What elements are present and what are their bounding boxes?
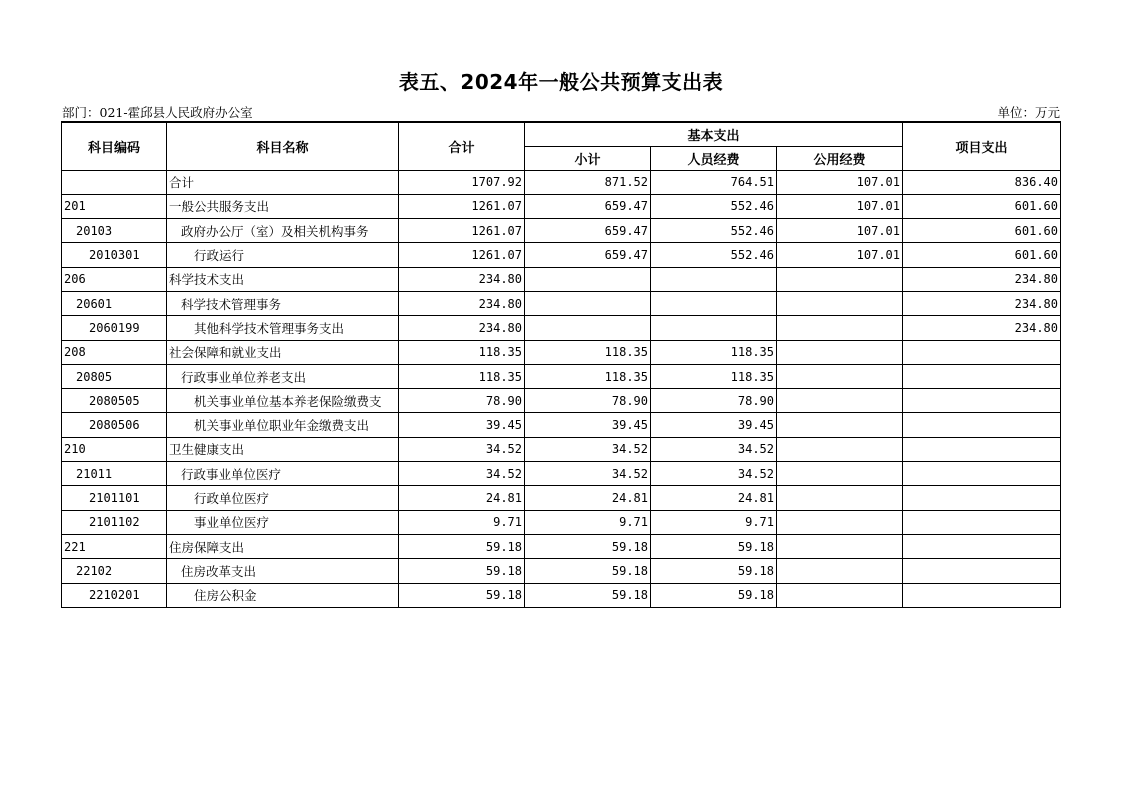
cell-public bbox=[777, 316, 903, 340]
cell-subtotal: 59.18 bbox=[525, 534, 651, 558]
cell-total: 1261.07 bbox=[399, 194, 525, 218]
cell-public bbox=[777, 583, 903, 607]
cell-total: 234.80 bbox=[399, 316, 525, 340]
cell-personnel: 34.52 bbox=[651, 462, 777, 486]
cell-public bbox=[777, 389, 903, 413]
cell-total: 1261.07 bbox=[399, 243, 525, 267]
cell-public bbox=[777, 291, 903, 315]
cell-total: 118.35 bbox=[399, 364, 525, 388]
cell-subtotal: 118.35 bbox=[525, 340, 651, 364]
cell-code: 20601 bbox=[62, 291, 167, 315]
cell-project: 601.60 bbox=[903, 243, 1061, 267]
table-row bbox=[62, 340, 1061, 364]
cell-project bbox=[903, 486, 1061, 510]
header-total: 合计 bbox=[399, 122, 525, 170]
cell-code: 210 bbox=[62, 437, 167, 461]
cell-subtotal bbox=[525, 267, 651, 291]
department-label: 部门：021-霍邱县人民政府办公室 bbox=[62, 105, 253, 120]
cell-name: 一般公共服务支出 bbox=[167, 194, 399, 218]
cell-personnel: 9.71 bbox=[651, 510, 777, 534]
cell-name: 行政单位医疗 bbox=[167, 486, 399, 510]
table-row bbox=[62, 559, 1061, 583]
cell-name: 其他科学技术管理事务支出 bbox=[167, 316, 399, 340]
cell-public: 107.01 bbox=[777, 194, 903, 218]
header-public: 公用经费 bbox=[777, 146, 903, 170]
cell-subtotal: 659.47 bbox=[525, 194, 651, 218]
cell-project bbox=[903, 364, 1061, 388]
cell-project bbox=[903, 583, 1061, 607]
cell-name: 科学技术管理事务 bbox=[167, 291, 399, 315]
table-row bbox=[62, 364, 1061, 388]
cell-code bbox=[62, 170, 167, 194]
cell-personnel bbox=[651, 316, 777, 340]
cell-public bbox=[777, 364, 903, 388]
cell-personnel: 552.46 bbox=[651, 243, 777, 267]
cell-code: 206 bbox=[62, 267, 167, 291]
cell-total: 1707.92 bbox=[399, 170, 525, 194]
table-row bbox=[62, 462, 1061, 486]
table-row bbox=[62, 316, 1061, 340]
cell-project: 836.40 bbox=[903, 170, 1061, 194]
cell-subtotal: 871.52 bbox=[525, 170, 651, 194]
cell-subtotal: 659.47 bbox=[525, 219, 651, 243]
cell-project bbox=[903, 340, 1061, 364]
cell-name: 科学技术支出 bbox=[167, 267, 399, 291]
cell-personnel: 118.35 bbox=[651, 364, 777, 388]
cell-total: 1261.07 bbox=[399, 219, 525, 243]
header-subtotal: 小计 bbox=[525, 146, 651, 170]
cell-subtotal bbox=[525, 291, 651, 315]
cell-personnel: 39.45 bbox=[651, 413, 777, 437]
cell-code: 201 bbox=[62, 194, 167, 218]
cell-subtotal: 34.52 bbox=[525, 462, 651, 486]
table-row bbox=[62, 510, 1061, 534]
cell-project bbox=[903, 462, 1061, 486]
table-body bbox=[62, 170, 1061, 607]
table-row bbox=[62, 267, 1061, 291]
cell-public bbox=[777, 534, 903, 558]
cell-subtotal: 659.47 bbox=[525, 243, 651, 267]
cell-code: 208 bbox=[62, 340, 167, 364]
cell-code: 221 bbox=[62, 534, 167, 558]
cell-total: 59.18 bbox=[399, 534, 525, 558]
cell-project: 234.80 bbox=[903, 316, 1061, 340]
cell-project bbox=[903, 559, 1061, 583]
cell-personnel: 34.52 bbox=[651, 437, 777, 461]
cell-code: 2080505 bbox=[62, 389, 167, 413]
cell-project bbox=[903, 437, 1061, 461]
cell-personnel: 59.18 bbox=[651, 559, 777, 583]
cell-project: 234.80 bbox=[903, 291, 1061, 315]
cell-code: 2080506 bbox=[62, 413, 167, 437]
cell-code: 20805 bbox=[62, 364, 167, 388]
cell-public: 107.01 bbox=[777, 170, 903, 194]
cell-total: 9.71 bbox=[399, 510, 525, 534]
cell-name: 合计 bbox=[167, 170, 399, 194]
cell-subtotal bbox=[525, 316, 651, 340]
cell-total: 234.80 bbox=[399, 291, 525, 315]
cell-total: 59.18 bbox=[399, 559, 525, 583]
table-row bbox=[62, 534, 1061, 558]
table-row bbox=[62, 389, 1061, 413]
cell-public: 107.01 bbox=[777, 243, 903, 267]
cell-subtotal: 59.18 bbox=[525, 583, 651, 607]
cell-project bbox=[903, 510, 1061, 534]
budget-table bbox=[61, 121, 1061, 608]
table-row bbox=[62, 243, 1061, 267]
cell-public bbox=[777, 462, 903, 486]
cell-project: 601.60 bbox=[903, 194, 1061, 218]
cell-name: 卫生健康支出 bbox=[167, 437, 399, 461]
cell-total: 59.18 bbox=[399, 583, 525, 607]
cell-project bbox=[903, 389, 1061, 413]
cell-personnel: 764.51 bbox=[651, 170, 777, 194]
table-row bbox=[62, 219, 1061, 243]
cell-project: 601.60 bbox=[903, 219, 1061, 243]
cell-public bbox=[777, 486, 903, 510]
cell-personnel bbox=[651, 267, 777, 291]
cell-project bbox=[903, 413, 1061, 437]
cell-name: 社会保障和就业支出 bbox=[167, 340, 399, 364]
cell-project bbox=[903, 534, 1061, 558]
cell-subtotal: 59.18 bbox=[525, 559, 651, 583]
cell-name: 行政事业单位医疗 bbox=[167, 462, 399, 486]
cell-personnel: 24.81 bbox=[651, 486, 777, 510]
cell-public bbox=[777, 437, 903, 461]
cell-personnel: 118.35 bbox=[651, 340, 777, 364]
cell-public bbox=[777, 559, 903, 583]
cell-personnel: 59.18 bbox=[651, 534, 777, 558]
cell-name: 行政事业单位养老支出 bbox=[167, 364, 399, 388]
cell-subtotal: 24.81 bbox=[525, 486, 651, 510]
header-name: 科目名称 bbox=[167, 122, 399, 170]
cell-subtotal: 78.90 bbox=[525, 389, 651, 413]
header-code: 科目编码 bbox=[62, 122, 167, 170]
cell-total: 39.45 bbox=[399, 413, 525, 437]
cell-total: 34.52 bbox=[399, 437, 525, 461]
cell-total: 118.35 bbox=[399, 340, 525, 364]
header-basic: 基本支出 bbox=[525, 122, 903, 146]
cell-subtotal: 39.45 bbox=[525, 413, 651, 437]
cell-name: 住房改革支出 bbox=[167, 559, 399, 583]
cell-personnel: 552.46 bbox=[651, 219, 777, 243]
cell-public bbox=[777, 510, 903, 534]
table-row bbox=[62, 291, 1061, 315]
cell-name: 机关事业单位职业年金缴费支出 bbox=[167, 413, 399, 437]
header-personnel: 人员经费 bbox=[651, 146, 777, 170]
cell-public: 107.01 bbox=[777, 219, 903, 243]
cell-total: 34.52 bbox=[399, 462, 525, 486]
cell-code: 20103 bbox=[62, 219, 167, 243]
cell-name: 机关事业单位基本养老保险缴费支 bbox=[167, 389, 399, 413]
cell-code: 22102 bbox=[62, 559, 167, 583]
cell-subtotal: 34.52 bbox=[525, 437, 651, 461]
table-row bbox=[62, 437, 1061, 461]
table-row bbox=[62, 194, 1061, 218]
cell-personnel: 78.90 bbox=[651, 389, 777, 413]
table-row bbox=[62, 413, 1061, 437]
cell-public bbox=[777, 340, 903, 364]
cell-personnel bbox=[651, 291, 777, 315]
cell-name: 住房保障支出 bbox=[167, 534, 399, 558]
table-header bbox=[62, 122, 1061, 170]
cell-personnel: 552.46 bbox=[651, 194, 777, 218]
cell-code: 2101101 bbox=[62, 486, 167, 510]
cell-personnel: 59.18 bbox=[651, 583, 777, 607]
cell-name: 住房公积金 bbox=[167, 583, 399, 607]
cell-code: 2210201 bbox=[62, 583, 167, 607]
cell-public bbox=[777, 413, 903, 437]
page-title: 表五、2024年一般公共预算支出表 bbox=[398, 70, 724, 94]
table-row bbox=[62, 486, 1061, 510]
cell-total: 234.80 bbox=[399, 267, 525, 291]
cell-name: 行政运行 bbox=[167, 243, 399, 267]
cell-code: 2060199 bbox=[62, 316, 167, 340]
cell-code: 21011 bbox=[62, 462, 167, 486]
cell-subtotal: 9.71 bbox=[525, 510, 651, 534]
cell-project: 234.80 bbox=[903, 267, 1061, 291]
header-project: 项目支出 bbox=[903, 122, 1061, 170]
cell-subtotal: 118.35 bbox=[525, 364, 651, 388]
cell-name: 政府办公厅（室）及相关机构事务 bbox=[167, 219, 399, 243]
cell-public bbox=[777, 267, 903, 291]
cell-code: 2101102 bbox=[62, 510, 167, 534]
table-row bbox=[62, 170, 1061, 194]
cell-name: 事业单位医疗 bbox=[167, 510, 399, 534]
table-row bbox=[62, 583, 1061, 607]
cell-total: 24.81 bbox=[399, 486, 525, 510]
cell-code: 2010301 bbox=[62, 243, 167, 267]
unit-label: 单位：万元 bbox=[997, 105, 1060, 120]
cell-total: 78.90 bbox=[399, 389, 525, 413]
